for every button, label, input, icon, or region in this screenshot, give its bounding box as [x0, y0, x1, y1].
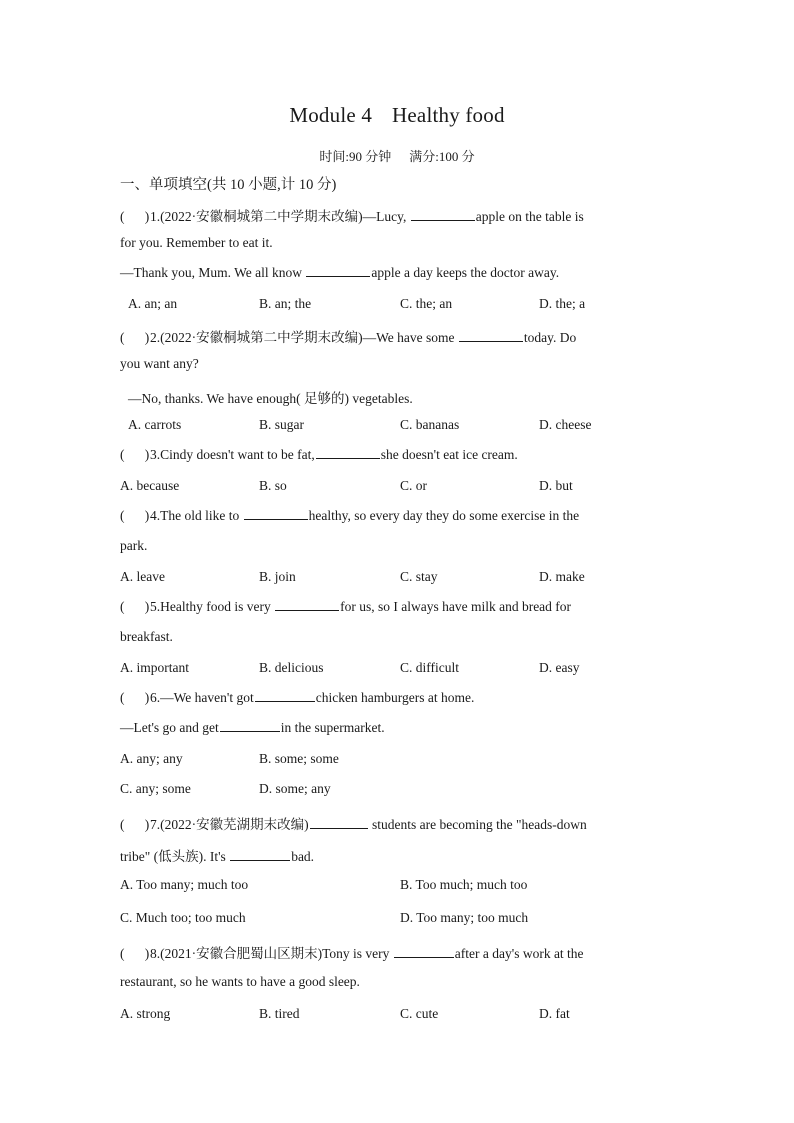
answer-blank[interactable]	[255, 700, 315, 702]
answer-paren[interactable]: ( )	[120, 690, 150, 705]
question-text: for you. Remember to eat it.	[120, 235, 273, 250]
question-text: for us, so I always have milk and bread for	[340, 599, 572, 614]
option-c[interactable]: C. any; some	[120, 781, 191, 796]
question-2-line-1	[120, 326, 576, 346]
option-b[interactable]: B. an; the	[259, 296, 312, 311]
answer-blank[interactable]	[459, 340, 523, 342]
answer-blank[interactable]	[306, 275, 370, 277]
answer-paren[interactable]: ( )	[120, 946, 150, 961]
option-c[interactable]: C. bananas	[400, 417, 460, 432]
question-text: 8.(2021·安徽合肥蜀山区期末)Tony is very	[150, 946, 393, 961]
question-text: bad.	[291, 849, 315, 864]
option-d[interactable]: D. fat	[539, 1006, 570, 1021]
option-c[interactable]: C. or	[400, 478, 427, 493]
question-1-line-3	[120, 265, 559, 281]
question-text: she doesn't eat ice cream.	[380, 447, 518, 462]
option-a[interactable]: A. important	[120, 660, 189, 675]
option-b[interactable]: B. tired	[259, 1006, 300, 1021]
answer-blank[interactable]	[230, 859, 290, 861]
question-7-line-2	[120, 845, 314, 865]
option-c[interactable]: C. stay	[400, 569, 438, 584]
answer-paren[interactable]: ( )	[120, 330, 150, 345]
option-a[interactable]: A. leave	[120, 569, 165, 584]
question-8-line-1	[120, 942, 584, 962]
option-c[interactable]: C. the; an	[400, 296, 453, 311]
question-text: 5.Healthy food is very	[150, 599, 275, 614]
question-text: healthy, so every day they do some exercise in the	[308, 508, 580, 523]
answer-paren[interactable]: ( )	[120, 447, 150, 462]
question-1-line-1	[120, 205, 584, 225]
question-text: today. Do	[523, 330, 577, 345]
answer-blank[interactable]	[244, 518, 308, 520]
question-text: 4.The old like to	[150, 508, 243, 523]
option-c[interactable]: C. Much too; too much	[120, 910, 246, 925]
answer-paren[interactable]: ( )	[120, 817, 150, 832]
question-text: park.	[120, 538, 148, 553]
option-b[interactable]: B. Too much; much too	[400, 877, 528, 892]
answer-blank[interactable]	[394, 956, 454, 958]
question-5-line-1	[120, 599, 571, 615]
option-d[interactable]: D. cheese	[539, 417, 592, 432]
question-text: restaurant, so he wants to have a good sleep.	[120, 974, 360, 989]
question-text: 7.(2022·安徽芜湖期末改编)	[150, 817, 309, 832]
question-2-line-2	[120, 356, 199, 372]
question-8-line-2	[120, 974, 360, 990]
question-7-line-1	[120, 813, 587, 833]
option-d[interactable]: D. Too many; too much	[400, 910, 529, 925]
option-a[interactable]: A. an; an	[128, 296, 178, 311]
question-text: —Thank you, Mum. We all know	[120, 265, 306, 280]
option-a[interactable]: A. any; any	[120, 751, 183, 766]
question-5-line-2	[120, 629, 173, 645]
answer-paren[interactable]: ( )	[120, 209, 150, 224]
answer-blank[interactable]	[316, 457, 380, 459]
question-text: 1.(2022·安徽桐城第二中学期末改编)—Lucy,	[150, 209, 410, 224]
option-a[interactable]: A. carrots	[128, 417, 182, 432]
option-d[interactable]: D. but	[539, 478, 573, 493]
option-b[interactable]: B. some; some	[259, 751, 339, 766]
exam-meta	[0, 146, 794, 165]
option-b[interactable]: B. delicious	[259, 660, 324, 675]
answer-paren[interactable]: ( )	[120, 599, 150, 614]
answer-paren[interactable]: ( )	[120, 508, 150, 523]
question-1-line-2	[120, 235, 273, 251]
option-c[interactable]: C. cute	[400, 1006, 439, 1021]
question-text: apple on the table is	[475, 209, 584, 224]
question-text: 2.(2022·安徽桐城第二中学期末改编)—We have some	[150, 330, 458, 345]
option-b[interactable]: B. sugar	[259, 417, 304, 432]
title-module: Module 4	[289, 103, 373, 127]
option-b[interactable]: B. so	[259, 478, 287, 493]
question-2-line-3	[128, 387, 413, 407]
option-c[interactable]: C. difficult	[400, 660, 459, 675]
answer-blank[interactable]	[411, 219, 475, 221]
question-text: tribe" (低头族). It's	[120, 849, 230, 864]
question-4-line-1	[120, 508, 579, 524]
title-topic: Healthy food	[392, 103, 505, 127]
question-text: apple a day keeps the doctor away.	[371, 265, 560, 280]
answer-blank[interactable]	[220, 730, 280, 732]
option-a[interactable]: A. because	[120, 478, 180, 493]
exam-time: 时间:90 分钟	[319, 149, 392, 164]
option-b[interactable]: B. join	[259, 569, 296, 584]
question-text: after a day's work at the	[454, 946, 584, 961]
question-text: breakfast.	[120, 629, 173, 644]
question-3-line-1	[120, 447, 518, 463]
exam-score: 满分:100 分	[409, 149, 475, 164]
option-a[interactable]: A. Too many; much too	[120, 877, 249, 892]
option-d[interactable]: D. make	[539, 569, 585, 584]
question-text: 3.Cindy doesn't want to be fat,	[150, 447, 315, 462]
answer-blank[interactable]	[275, 609, 339, 611]
question-text: —No, thanks. We have enough( 足够的) vegetables.	[128, 391, 413, 406]
option-d[interactable]: D. the; a	[539, 296, 586, 311]
section-heading: 一、单项填空(共 10 小题,计 10 分)	[120, 177, 337, 193]
question-6-line-2	[120, 720, 385, 736]
option-d[interactable]: D. some; any	[259, 781, 331, 796]
answer-blank[interactable]	[310, 827, 368, 829]
question-text: in the supermarket.	[280, 720, 385, 735]
question-text: students are becoming the "heads-down	[368, 817, 587, 832]
option-a[interactable]: A. strong	[120, 1006, 171, 1021]
question-text: you want any?	[120, 356, 199, 371]
option-d[interactable]: D. easy	[539, 660, 580, 675]
question-text: chicken hamburgers at home.	[315, 690, 475, 705]
question-text: 6.—We haven't got	[150, 690, 254, 705]
question-text: —Let's go and get	[120, 720, 219, 735]
page-title	[0, 103, 794, 128]
question-4-line-2	[120, 538, 147, 554]
question-6-line-1	[120, 690, 474, 706]
